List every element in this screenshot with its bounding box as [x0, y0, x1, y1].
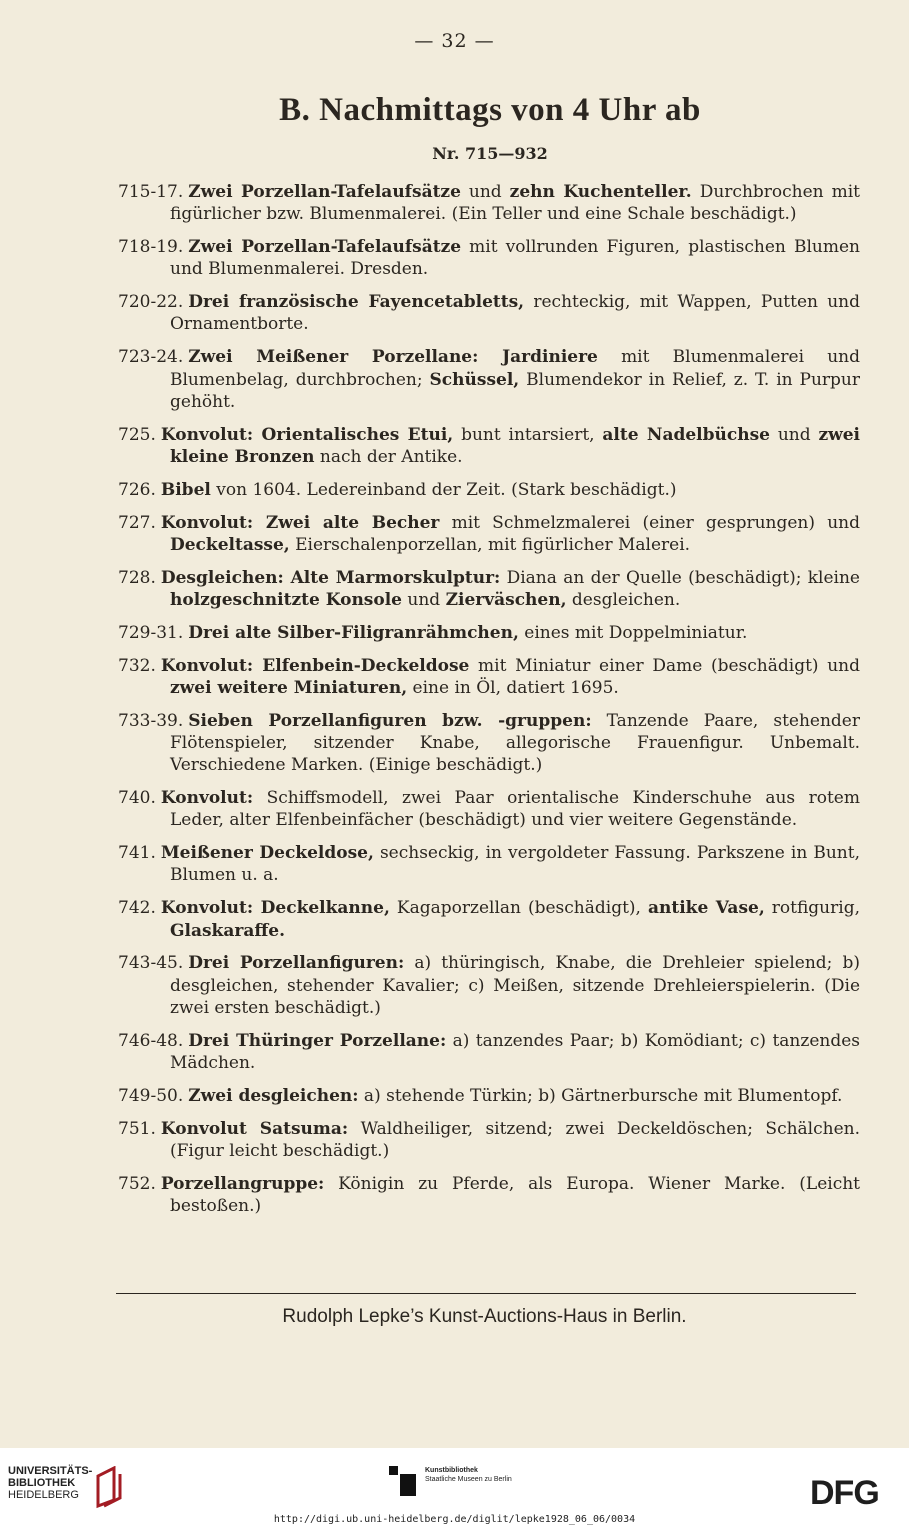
lot-number: 742. — [118, 898, 156, 919]
lot-description: a) tanzendes Paar; b) Komödiant; c) tanzendes Mädchen. — [170, 1030, 860, 1073]
lot-title: Zierväschen, — [445, 589, 567, 610]
lot-title: Drei Thüringer Porzellane: — [188, 1030, 447, 1051]
lot-description: Kagaporzellan (beschädigt), — [389, 898, 648, 919]
ub-logo-line1: UNIVERSITÄTS- — [8, 1465, 93, 1477]
ub-emblem-icon — [92, 1466, 126, 1510]
lot-description: Blumendekor in Relief, z. T. in Purpur gehöht. — [170, 369, 860, 412]
lot-entry — [118, 1118, 860, 1163]
page-number: — 32 — — [414, 30, 495, 52]
lot-description: desgleichen. — [566, 589, 681, 610]
lot-entry — [118, 346, 860, 413]
lot-title: Zwei desgleichen: — [188, 1085, 359, 1106]
lot-entry — [118, 181, 860, 226]
lot-description: Eierschalenporzellan, mit figürlicher Malerei. — [289, 534, 691, 555]
lot-number: 727. — [118, 512, 156, 533]
lot-number: 743-45. — [118, 953, 184, 974]
lot-range: Nr. 715—932 — [432, 144, 548, 163]
kb-logo-line2: Staatliche Museen zu Berlin — [425, 1476, 512, 1483]
lot-entry — [118, 424, 860, 469]
lot-entry — [118, 787, 860, 832]
lot-description: Tanzende Paare, stehender Flötenspieler, sitzender Knabe, allegorische Frauenfigur. Unbemalt. Verschiedene Marken. (Einige beschädigt.) — [170, 710, 860, 776]
lot-description: mit Blumenmalerei und Blumenbelag, durchbrochen; — [170, 347, 860, 390]
lot-title: Bibel — [160, 479, 211, 500]
lot-number: 751. — [118, 1118, 156, 1139]
lot-entry — [118, 842, 860, 887]
lot-number: 726. — [118, 479, 156, 500]
lot-entry — [118, 622, 860, 644]
lot-number: 740. — [118, 788, 156, 809]
lot-title: Glaskaraffe. — [170, 920, 286, 941]
lot-description: rechteckig, mit Wappen, Putten und Ornamentborte. — [170, 292, 861, 335]
lot-title: Drei alte Silber-Filigranrähmchen, — [188, 622, 519, 643]
lot-number: 723-24. — [118, 347, 184, 368]
lot-description: sechseckig, in vergoldeter Fassung. Parkszene in Bunt, Blumen u. a. — [170, 843, 860, 886]
lot-title: Meißener Deckeldose, — [160, 843, 374, 864]
lot-description: Königin zu Pferde, als Europa. Wiener Marke. (Leicht bestoßen.) — [170, 1173, 860, 1216]
lot-title: Drei französische Fayencetabletts, — [188, 292, 525, 313]
lot-entry — [118, 952, 860, 1019]
lot-number: 715-17. — [118, 182, 184, 202]
lot-entry — [118, 1030, 860, 1075]
lot-number: 728. — [118, 567, 156, 588]
dfg-logo[interactable]: DFG — [810, 1474, 879, 1512]
lot-title: Konvolut: Deckelkanne, — [160, 898, 390, 919]
lot-title: Zwei Porzellan-Tafelaufsätze — [188, 182, 461, 202]
lot-entry — [118, 512, 860, 557]
lot-description: bunt intarsiert, — [453, 424, 603, 445]
lot-list — [118, 181, 860, 1228]
lot-number: 746-48. — [118, 1030, 184, 1051]
lot-number: 732. — [118, 655, 156, 676]
lot-title: Konvolut: Elfenbein-Deckeldose — [160, 655, 470, 676]
lot-entry — [118, 479, 860, 501]
lot-description: eines mit Doppelminiatur. — [518, 622, 748, 643]
lot-title: Sieben Porzellanfiguren bzw. -gruppen: — [188, 710, 592, 731]
lot-description: mit vollrunden Figuren, plastischen Blumen und Blumenmalerei. Dresden. — [170, 237, 860, 280]
lot-description: und — [460, 182, 510, 202]
lot-description: und — [769, 424, 819, 445]
lot-description: von 1604. Ledereinband der Zeit. (Stark beschädigt.) — [210, 479, 677, 500]
lot-title: Porzellangruppe: — [160, 1173, 325, 1194]
footer-divider — [116, 1293, 856, 1294]
lot-description: nach der Antike. — [314, 446, 463, 467]
lot-description: Durchbrochen mit figürlicher bzw. Blumenmalerei. (Ein Teller und eine Schale beschädigt.) — [170, 182, 860, 225]
lot-description: a) thüringisch, Knabe, die Drehleier spielend; b) desgleichen, stehender Kavalier; c) Meißen, sitzende Drehleierspielerin. (Die zwei ersten beschädigt.) — [170, 953, 860, 1018]
publisher-footer: Rudolph Lepke’s Kunst-Auctions-Haus in Berlin. — [282, 1306, 687, 1327]
lot-number: 729-31. — [118, 622, 184, 643]
lot-entry — [118, 710, 860, 777]
lot-title: Zwei Porzellan-Tafelaufsätze — [188, 237, 462, 258]
ub-heidelberg-logo[interactable] — [8, 1465, 92, 1501]
lot-description: a) stehende Türkin; b) Gärtnerbursche mit Blumentopf. — [358, 1085, 843, 1106]
lot-description: Diana an der Quelle (beschädigt); kleine — [500, 567, 860, 588]
lot-number: 720-22. — [118, 292, 184, 313]
lot-description: rotfigurig, — [764, 898, 860, 919]
lot-description: mit Miniatur einer Dame (beschädigt) und — [469, 655, 860, 676]
lot-entry — [118, 897, 860, 942]
kunstbibliothek-emblem-icon — [389, 1466, 417, 1498]
lot-title: Schüssel, — [429, 369, 520, 390]
lot-number: 733-39. — [118, 710, 184, 731]
lot-title: zehn Kuchenteller. — [509, 182, 692, 202]
lot-description: und — [402, 589, 446, 610]
lot-number: 749-50. — [118, 1085, 184, 1106]
lot-entry — [118, 655, 860, 700]
lot-entry — [118, 1085, 860, 1107]
lot-entry — [118, 236, 860, 281]
lot-title: Konvolut: — [160, 788, 254, 809]
kb-logo-line1: Kunstbibliothek — [425, 1467, 478, 1474]
lot-number: 718-19. — [118, 237, 184, 258]
lot-title: zwei weitere Miniaturen, — [170, 677, 408, 698]
lot-number: 752. — [118, 1173, 156, 1194]
lot-description: mit Schmelzmalerei (einer gesprungen) und — [439, 512, 860, 533]
lot-number: 741. — [118, 843, 156, 864]
lot-title: Drei Porzellanfiguren: — [188, 953, 405, 974]
kunstbibliothek-logo[interactable] — [425, 1466, 512, 1484]
lot-description: eine in Öl, datiert 1695. — [407, 677, 619, 698]
lot-title: zwei kleine Bronzen — [170, 424, 861, 467]
ub-logo-line3: HEIDELBERG — [8, 1489, 79, 1501]
permalink-url[interactable]: http://digi.ub.uni-heidelberg.de/diglit/lepke1928_06_06/0034 — [273, 1514, 636, 1525]
lot-entry — [118, 567, 860, 612]
lot-entry — [118, 1173, 860, 1218]
lot-title: Zwei Meißener Porzellane: Jardiniere — [188, 347, 598, 368]
lot-title: Deckeltasse, — [170, 534, 290, 555]
lot-description: Schiffsmodell, zwei Paar orientalische Kinderschuhe aus rotem Leder, alter Elfenbeinfächer (beschädigt) und vier weitere Gegenstände. — [170, 788, 860, 831]
lot-title: antike Vase, — [647, 898, 765, 919]
lot-title: Konvolut: Zwei alte Becher — [160, 512, 440, 533]
lot-title: holzgeschnitzte Konsole — [170, 589, 402, 610]
lot-title: Desgleichen: Alte Marmorskulptur: — [160, 567, 501, 588]
lot-entry — [118, 291, 860, 336]
ub-logo-line2: BIBLIOTHEK — [8, 1477, 76, 1489]
lot-number: 725. — [118, 424, 156, 445]
section-heading: B. Nachmittags von 4 Uhr ab — [279, 92, 701, 128]
lot-title: Konvolut Satsuma: — [160, 1118, 349, 1139]
lot-description: Waldheiliger, sitzend; zwei Deckeldöschen; Schälchen. (Figur leicht beschädigt.) — [170, 1118, 860, 1161]
lot-title: alte Nadelbüchse — [602, 424, 770, 445]
lot-title: Konvolut: Orientalisches Etui, — [160, 424, 454, 445]
